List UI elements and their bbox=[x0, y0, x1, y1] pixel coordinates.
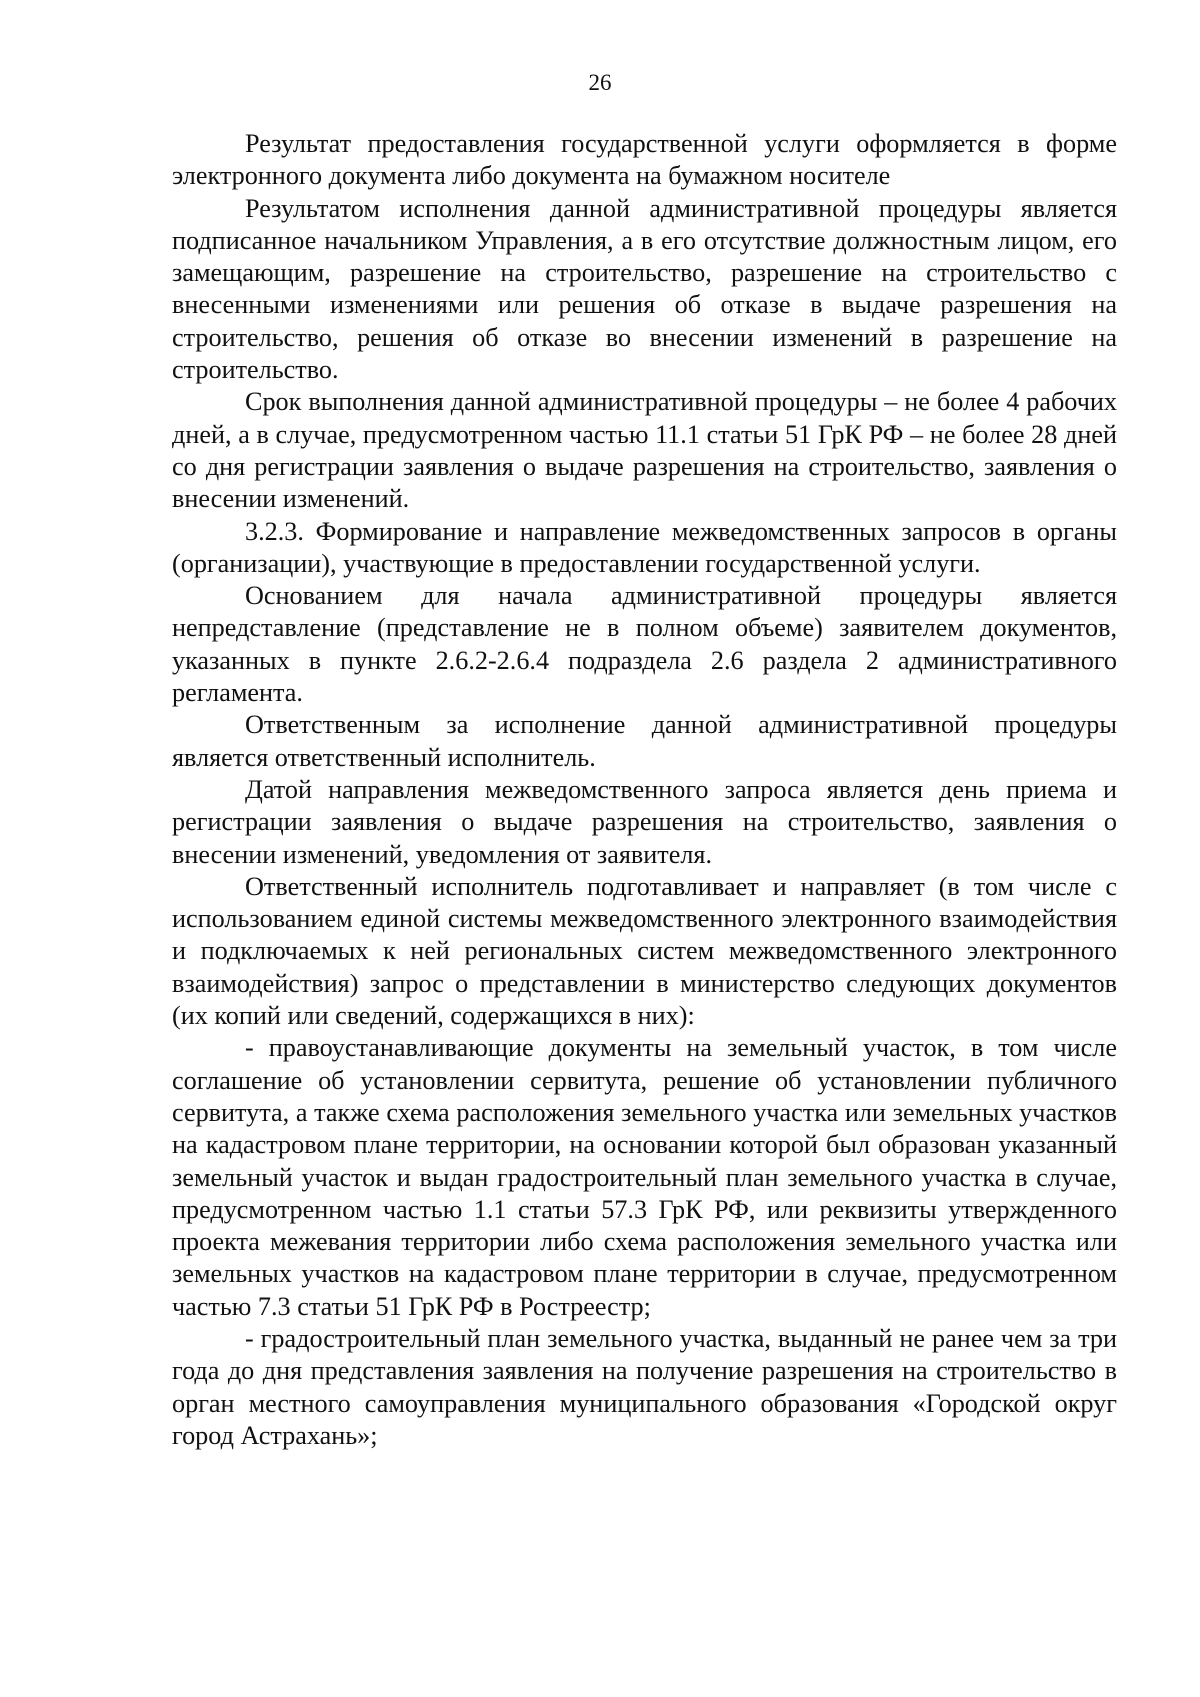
list-item: - правоустанавливающие документы на земельный участок, в том числе соглашение об установлении сервитута, решение об установлении публичного сервитута, а также схема расположения земельного участка или земельных участков на кадастровом плане территории, на основании которой был образован указанный земельный участок и выдан градостроительный план земельного участка в случае, предусмотренном частью 1.1 статьи 57.3 ГрК РФ, или реквизиты утвержденного проекта межевания территории либо схема расположения земельного участка или земельных участков на кадастровом плане территории в случае, предусмотренном частью 7.3 статьи 51 ГрК РФ в Ростреестр; bbox=[172, 1033, 1117, 1321]
paragraph: Срок выполнения данной административной процедуры – не более 4 рабочих дней, а в случае, предусмотренном частью 11.1 статьи 51 ГрК РФ – не более 28 дней со дня регистрации заявления о выдаче разрешения на строительство, заявления о внесении изменений. bbox=[172, 387, 1117, 514]
paragraph: Ответственный исполнитель подготавливает и направляет (в том числе с использованием единой системы межведомственного электронного взаимодействия и подключаемых к ней региональных систем межведомственного электронного взаимодействия) запрос о представлении в министерство следующих документов (их копий или сведений, содержащихся в них): bbox=[172, 871, 1117, 1031]
list-item: - градостроительный план земельного участка, выданный не ранее чем за три года до дня представления заявления на получение разрешения на строительство в орган местного самоуправления муниципального образования «Городской округ город Астрахань»; bbox=[172, 1323, 1117, 1450]
paragraph: Основанием для начала административной процедуры является непредставление (представление не в полном объеме) заявителем документов, указанных в пункте 2.6.2-2.6.4 подраздела 2.6 раздела 2 административного регламента. bbox=[172, 581, 1117, 708]
page-number: 26 bbox=[588, 70, 612, 95]
paragraph: Результат предоставления государственной услуги оформляется в форме электронного документа либо документа на бумажном носителе bbox=[172, 129, 1117, 191]
paragraph: Датой направления межведомственного запроса является день приема и регистрации заявления о выдаче разрешения на строительство, заявления о внесении изменений, уведомления от заявителя. bbox=[172, 774, 1117, 869]
section-heading-paragraph: 3.2.3. Формирование и направление межведомственных запросов в органы (организации), участвующие в предоставлении государственной услуги. bbox=[172, 516, 1117, 578]
paragraph: Ответственным за исполнение данной административной процедуры является ответственный исполнитель. bbox=[172, 710, 1117, 772]
paragraph: Результатом исполнения данной административной процедуры является подписанное начальником Управления, а в его отсутствие должностным лицом, его замещающим, разрешение на строительство, разрешение на строительство с внесенными изменениями или решения об отказе в выдаче разрешения на строительство, решения об отказе во внесении изменений в разрешение на строительство. bbox=[172, 193, 1117, 385]
document-body bbox=[172, 128, 1117, 1452]
